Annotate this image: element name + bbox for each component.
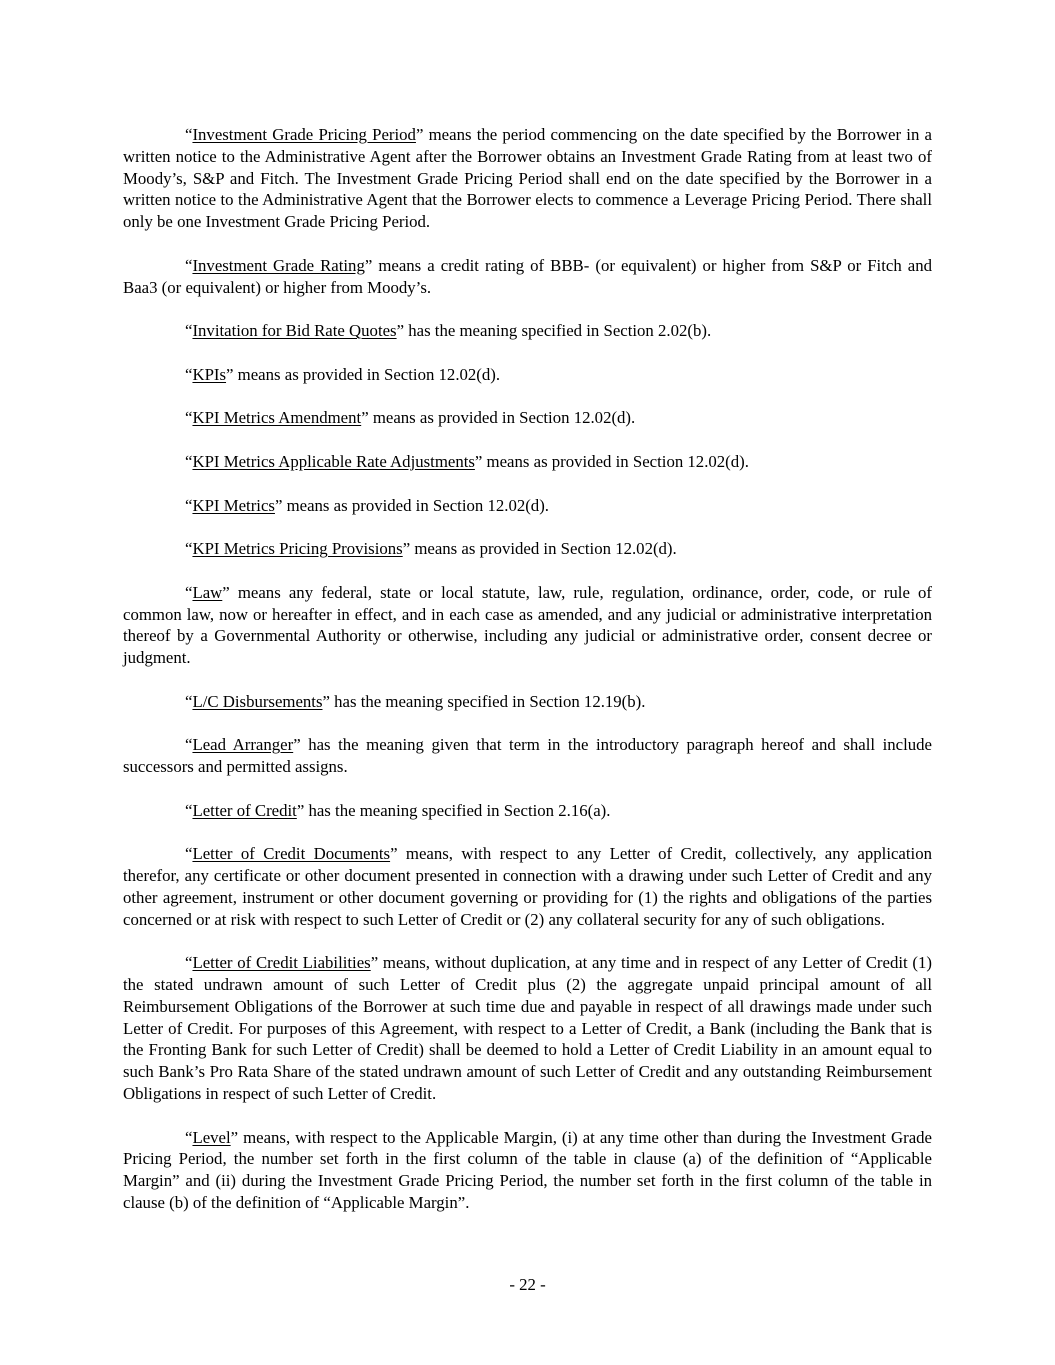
defined-term: Lead Arranger xyxy=(192,735,294,755)
defined-term: L/C Disbursements xyxy=(192,691,323,711)
definition-text: ” means as provided in Section 12.02(d). xyxy=(402,539,677,559)
open-quote: “ xyxy=(185,1127,193,1147)
definition-paragraph-level xyxy=(123,1127,932,1214)
definition-paragraph-kpis xyxy=(123,364,932,386)
definition-text: ” means any federal, state or local statute, law, rule, regulation, ordinance, order, code, or rule of common law, now or hereafter in effect, and in each case as amended, and any judicial or administrative interpretation thereof by a Governmental Authority or otherwise, including any judicial or administrative order, consent decree or judgment. xyxy=(123,582,932,668)
open-quote: “ xyxy=(185,844,193,864)
definition-paragraph-kpi-metrics-amendment xyxy=(123,407,932,429)
open-quote: “ xyxy=(185,408,193,428)
definition-text: ” means the period commencing on the date specified by the Borrower in a written notice to the Administrative Agent after the Borrower obtains an Investment Grade Rating from at least two of Moody’s, S&P and Fitch. The Investment Grade Pricing Period shall end on the date specified by the Borrower in a written notice to the Administrative Agent that the Borrower elects to commence a Leverage Pricing Period. There shall only be one Investment Grade Pricing Period. xyxy=(123,125,932,232)
definition-text: ” means as provided in Section 12.02(d). xyxy=(474,451,749,471)
defined-term: KPI Metrics Amendment xyxy=(192,408,362,428)
open-quote: “ xyxy=(185,735,193,755)
open-quote: “ xyxy=(185,125,193,144)
definition-paragraph-kpi-metrics-applicable-rate-adjustments xyxy=(123,451,932,473)
definition-text: ” has the meaning specified in Section 12.19(b). xyxy=(322,691,646,711)
open-quote: “ xyxy=(185,953,193,973)
definition-paragraph-invitation-for-bid-rate-quotes xyxy=(123,320,932,342)
definition-text: ” has the meaning specified in Section 2.02(b). xyxy=(396,321,712,341)
defined-term: KPI Metrics Pricing Provisions xyxy=(192,539,403,559)
definition-paragraph-lead-arranger xyxy=(123,734,932,778)
open-quote: “ xyxy=(185,495,193,515)
definition-text: ” has the meaning specified in Section 2.16(a). xyxy=(296,800,611,820)
open-quote: “ xyxy=(185,691,193,711)
open-quote: “ xyxy=(185,582,193,602)
definition-paragraph-letter-of-credit-documents xyxy=(123,843,932,930)
definition-text: ” means, without duplication, at any time and in respect of any Letter of Credit (1) the stated undrawn amount of such Letter of Credit plus (2) the aggregate unpaid principal amount of all Reimbursement Obligations of the Borrower at such time due and payable in respect of all drawings made under such Letter of Credit. For purposes of this Agreement, with respect to a Letter of Credit, a Bank (including the Bank that is the Fronting Bank for such Letter of Credit) shall be deemed to hold a Letter of Credit Liability in an amount equal to such Bank’s Pro Rata Share of the stated undrawn amount of such Letter of Credit and any outstanding Reimbursement Obligations in respect of such Letter of Credit. xyxy=(123,953,932,1104)
defined-term: Investment Grade Rating xyxy=(192,255,365,275)
open-quote: “ xyxy=(185,451,193,471)
definition-paragraph-law xyxy=(123,582,932,669)
definition-paragraph-investment-grade-rating xyxy=(123,255,932,299)
definition-text: ” means as provided in Section 12.02(d). xyxy=(361,408,636,428)
definition-paragraph-investment-grade-pricing-period xyxy=(123,124,932,233)
definition-text: ” means, with respect to the Applicable Margin, (i) at any time other than during the Investment Grade Pricing Period, the number set forth in the first column of the table in clause (a) of the definition of “Applicable Margin” and (ii) during the Investment Grade Pricing Period, the number set forth in the first column of the table in clause (b) of the definition of “Applicable Margin”. xyxy=(123,1127,932,1213)
defined-term: KPI Metrics Applicable Rate Adjustments xyxy=(192,451,475,471)
definition-text: ” means a credit rating of BBB- (or equivalent) or higher from S&P or Fitch and Baa3 (or equivalent) or higher from Moody’s. xyxy=(123,255,932,297)
definition-paragraph-letter-of-credit xyxy=(123,800,932,822)
defined-term: Level xyxy=(192,1127,231,1147)
open-quote: “ xyxy=(185,800,193,820)
definition-paragraph-letter-of-credit-liabilities xyxy=(123,952,932,1105)
defined-term: Letter of Credit Liabilities xyxy=(192,953,371,973)
defined-term: Invitation for Bid Rate Quotes xyxy=(192,321,397,341)
definitions-section xyxy=(123,124,932,1214)
open-quote: “ xyxy=(185,539,193,559)
definition-text: ” has the meaning given that term in the introductory paragraph hereof and shall include successors and permitted assigns. xyxy=(123,735,932,777)
open-quote: “ xyxy=(185,364,193,384)
open-quote: “ xyxy=(185,321,193,341)
defined-term: Investment Grade Pricing Period xyxy=(192,125,416,144)
definition-paragraph-kpi-metrics xyxy=(123,495,932,517)
definition-text: ” means, with respect to any Letter of Credit, collectively, any application therefor, any certificate or other document presented in connection with a drawing under such Letter of Credit and any other agreement, instrument or other document governing or providing for (1) the rights and obligations of the parties concerned or at risk with respect to such Letter of Credit or (2) any collateral security for any of such obligations. xyxy=(123,844,932,929)
definition-text: ” means as provided in Section 12.02(d). xyxy=(226,364,501,384)
defined-term: KPIs xyxy=(192,364,227,384)
defined-term: Law xyxy=(192,582,223,602)
defined-term: Letter of Credit Documents xyxy=(192,844,391,864)
defined-term: Letter of Credit xyxy=(192,800,297,820)
page-number: - 22 - xyxy=(509,1275,546,1294)
definition-paragraph-kpi-metrics-pricing-provisions xyxy=(123,538,932,560)
open-quote: “ xyxy=(185,255,193,275)
defined-term: KPI Metrics xyxy=(192,495,275,515)
definition-text: ” means as provided in Section 12.02(d). xyxy=(274,495,549,515)
definition-paragraph-lc-disbursements xyxy=(123,691,932,713)
